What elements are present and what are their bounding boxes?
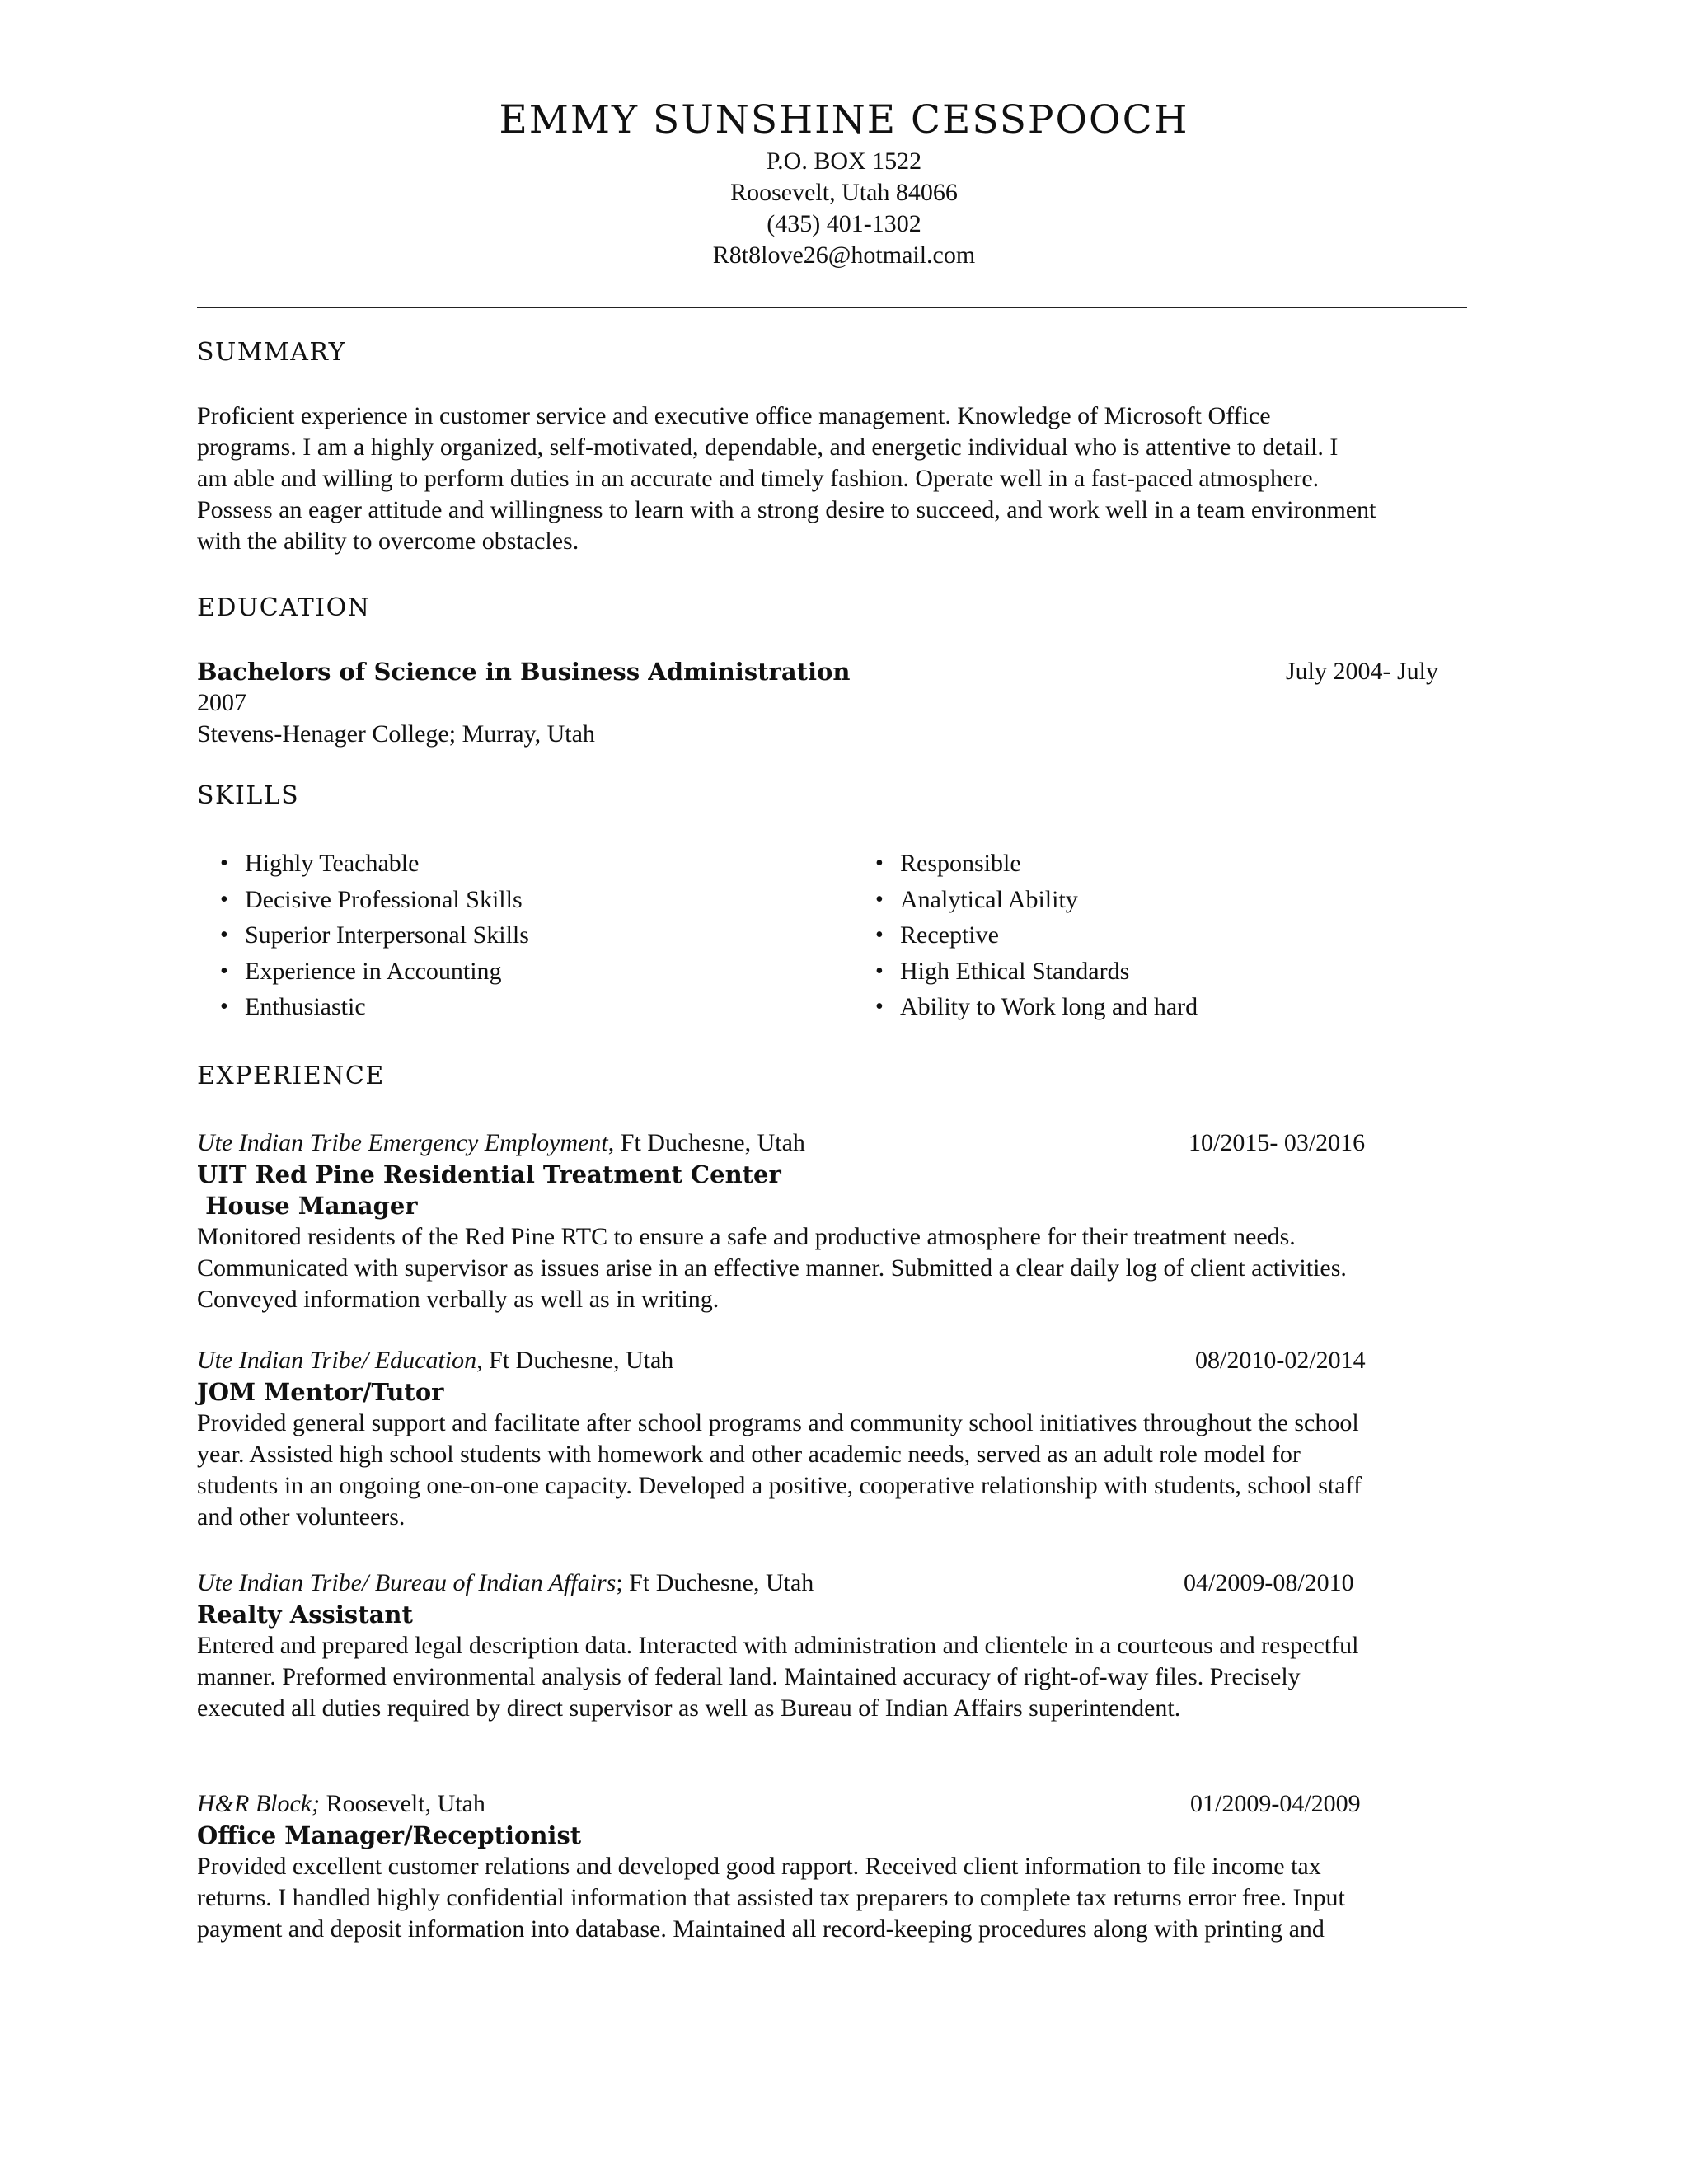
degree-title: Bachelors of Science in Business Administration [197, 658, 851, 686]
job-employer: Ute Indian Tribe Emergency Employment [197, 1129, 608, 1156]
job-employer-line [197, 1127, 805, 1159]
bullet-icon: • [875, 958, 884, 984]
skill-item: • High Ethical Standards [875, 954, 1502, 990]
job-location: ; Ft Duchesne, Utah [616, 1569, 814, 1596]
summary-line: Proficient experience in customer service and executive office management. Knowledge of Microsoft Office [197, 402, 1271, 429]
job-title: House Manager [197, 1192, 418, 1220]
skill-item: • Receptive [875, 917, 1502, 954]
skill-item: • Highly Teachable [220, 846, 846, 882]
contact-address: P.O. BOX 1522 [766, 148, 922, 175]
skill-item: • Ability to Work long and hard [875, 989, 1502, 1025]
job-description: Monitored residents of the Red Pine RTC to ensure a safe and productive atmosphere for their treatment needs. Communicated with supervisor as issues arise in an effective manner. Submitted a clear daily log of client activities. Conveyed information verbally as well as in writing. [197, 1223, 1347, 1313]
skill-item: • Responsible [875, 846, 1502, 882]
summary-line: Possess an eager attitude and willingness to learn with a strong desire to succeed, and work well in a team environment [197, 496, 1376, 523]
skill-item: • Experience in Accounting [220, 954, 846, 990]
skills-heading: SKILLS [197, 781, 300, 810]
job-title: JOM Mentor/Tutor [197, 1378, 444, 1406]
skill-item: • Analytical Ability [875, 882, 1502, 918]
summary-line: programs. I am a highly organized, self-motivated, dependable, and energetic individual who is attentive to detail. I [197, 434, 1339, 461]
summary-heading: SUMMARY [197, 338, 346, 367]
skill-item: • Superior Interpersonal Skills [220, 917, 846, 954]
summary-line: with the ability to overcome obstacles. [197, 527, 579, 555]
job-title: Realty Assistant [197, 1601, 413, 1629]
job-dates: 08/2010-02/2014 [1195, 1347, 1366, 1374]
job-title: Office Manager/Receptionist [197, 1821, 582, 1849]
job-program: UIT Red Pine Residential Treatment Center [197, 1160, 781, 1188]
summary-paragraph [197, 401, 1470, 557]
bullet-icon: • [875, 922, 884, 948]
skills-list-right [875, 846, 1502, 1025]
job-employer: Ute Indian Tribe/ Bureau of Indian Affairs [197, 1569, 617, 1596]
job-dates: 01/2009-04/2009 [1190, 1790, 1361, 1817]
bullet-icon: • [875, 886, 884, 912]
job-employer: H&R Block; [197, 1790, 321, 1817]
job-description: Entered and prepared legal description data. Interacted with administration and clientele in a courteous and respectful manner. Preformed environmental analysis of federal land. Maintained accuracy of right-of-way files. Precisely executed all duties required by direct supervisor as well as Bureau of Indian Affairs superintendent. [197, 1632, 1359, 1722]
contact-email: R8t8love26@hotmail.com [712, 241, 976, 269]
applicant-name: EMMY SUNSHINE CESSPOOCH [499, 97, 1189, 143]
bullet-icon: • [220, 922, 228, 948]
job-description: Provided excellent customer relations and developed good rapport. Received client information to file income tax returns. I handled highly confidential information that assisted tax preparers to complete tax returns error free. Input payment and deposit information into database. Maintained all record-keeping procedures along with printing and [197, 1853, 1345, 1943]
education-heading: EDUCATION [197, 593, 371, 622]
bullet-icon: • [220, 994, 228, 1019]
bullet-icon: • [875, 994, 884, 1019]
experience-heading: EXPERIENCE [197, 1062, 385, 1090]
job-dates: 10/2015- 03/2016 [1189, 1129, 1366, 1156]
job-employer-line [197, 1788, 485, 1820]
contact-city: Roosevelt, Utah 84066 [730, 179, 958, 206]
job-description: Provided general support and facilitate after school programs and community school initiatives throughout the school year. Assisted high school students with homework and other academic needs, served as an adult role model for students in an ongoing one-on-one capacity. Developed a positive, cooperative relationship with students, school staff and other volunteers. [197, 1409, 1362, 1530]
school-name: Stevens-Henager College; Murray, Utah [197, 720, 595, 748]
job-employer-line [197, 1568, 814, 1599]
bullet-icon: • [220, 886, 228, 912]
skills-list-left [220, 846, 846, 1025]
job-location: Ft Duchesne, Utah [482, 1347, 674, 1374]
education-dates-end: 2007 [197, 689, 246, 716]
bullet-icon: • [220, 851, 228, 876]
job-dates: 04/2009-08/2010 [1184, 1569, 1354, 1596]
skill-item: • Decisive Professional Skills [220, 882, 846, 918]
header-divider [197, 307, 1467, 308]
contact-phone: (435) 401-1302 [767, 210, 921, 237]
job-location: Roosevelt, Utah [320, 1790, 485, 1817]
bullet-icon: • [220, 958, 228, 984]
bullet-icon: • [875, 851, 884, 876]
summary-line: am able and willing to perform duties in an accurate and timely fashion. Operate well in a fast-paced atmosphere. [197, 465, 1320, 492]
job-location: , Ft Duchesne, Utah [607, 1129, 805, 1156]
job-employer-line [197, 1345, 673, 1376]
job-employer: Ute Indian Tribe/ Education, [197, 1347, 483, 1374]
education-dates-start: July 2004- July [1286, 658, 1439, 685]
skill-item: • Enthusiastic [220, 989, 846, 1025]
